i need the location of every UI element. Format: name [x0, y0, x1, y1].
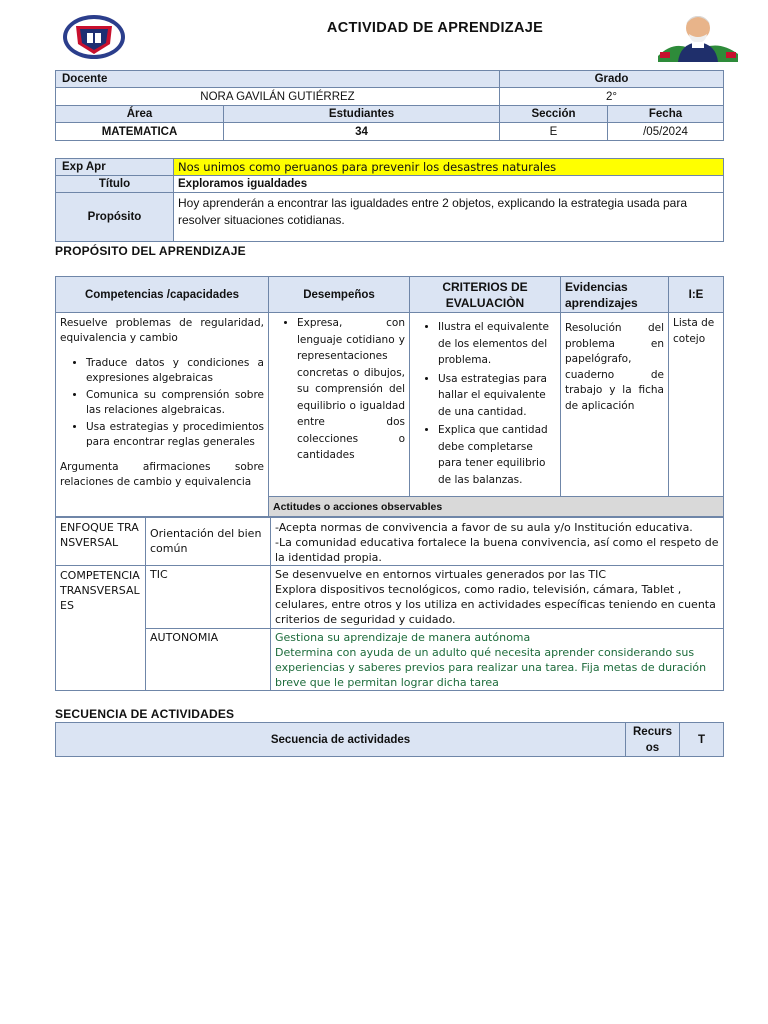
fecha-value: /05/2024	[608, 123, 724, 141]
header-criterios: CRITERIOS DE EVALUACIÒN	[410, 277, 561, 313]
estudiantes-value: 34	[224, 123, 500, 141]
autonomia-label: AUTONOMIA	[146, 629, 271, 691]
enfoque-name: Orientación del bien común	[146, 518, 271, 566]
header-competencias: Competencias /capacidades	[56, 277, 269, 313]
capacidad-extra: Argumenta afirmaciones sobre relaciones de cambio y equivalencia	[60, 461, 264, 488]
area-label: Área	[56, 106, 224, 123]
capacidad-item: • Comunica su comprensión sobre las relaciones algebraicas.	[86, 388, 264, 418]
tic-label: TIC	[146, 566, 271, 629]
estudiantes-label: Estudiantes	[224, 106, 500, 123]
capacidad-item: • Usa estrategias y procedimientos para encontrar reglas generales	[86, 420, 264, 450]
capacidad-item: • Traduce datos y condiciones a expresiones algebraicas	[86, 356, 264, 386]
enfoque-text: -Acepta normas de convivencia a favor de su aula y/o Institución educativa. -La comunidad educativa fortalece la buena convivencia, así como el respeto de la identidad propia.	[271, 518, 724, 566]
autonomia-text: Gestiona su aprendizaje de manera autónoma Determina con ayuda de un adulto qué necesita aprender considerando sus experiencias y saberes previos para realizar una tarea. Fija metas de duración breve que le permitan lograr dicha tarea	[271, 629, 724, 691]
header-recursos: Recursos	[626, 723, 680, 757]
fecha-label: Fecha	[608, 106, 724, 123]
competencia-intro: Resuelve problemas de regularidad, equivalencia y cambio	[60, 317, 264, 344]
hero-portrait	[656, 8, 740, 62]
ie-cell: Lista de cotejo	[669, 313, 724, 497]
enfoque-label: ENFOQUE TRANSVERSAL	[56, 518, 146, 566]
docente-value: NORA GAVILÁN GUTIÉRREZ	[56, 88, 500, 106]
actitudes-label: Actitudes o acciones observables	[269, 497, 724, 517]
secuencia-section-title: SECUENCIA DE ACTIVIDADES	[55, 707, 235, 721]
evidencias-cell: Resolución del problema en papelógrafo, cuaderno de trabajo y la ficha de aplicación	[561, 313, 669, 497]
enfoques-table	[55, 517, 724, 691]
info-table	[55, 70, 724, 141]
desempeno-item: • Expresa, con lenguaje cotidiano y representaciones concretas o dibujos, su comprensión del equilibrio o igualdad entre dos colecciones o cantidades	[297, 315, 405, 464]
header-ie: I:E	[669, 277, 724, 313]
capacidades-list	[60, 356, 264, 450]
desempenos-cell	[269, 313, 410, 497]
page-title: ACTIVIDAD DE APRENDIZAJE	[326, 20, 544, 36]
header-t: T	[680, 723, 724, 757]
competencias-cell	[56, 313, 269, 517]
criterio-item: • Usa estrategias para hallar el equivalente de una cantidad.	[438, 371, 556, 421]
proposito-label: Propósito	[56, 193, 174, 242]
seccion-value: E	[500, 123, 608, 141]
exp-label: Exp Apr	[56, 159, 174, 176]
tic-text: Se desenvuelve en entornos virtuales generados por las TIC Explora dispositivos tecnológicos, como radio, televisión, cámara, Tablet , celulares, entre otros y los utiliza en actividades específicas teniendo en cuenta criterios de seguridad y cuidado.	[271, 566, 724, 629]
criterio-item: • Explica que cantidad debe completarse para tener equilibrio de las balanzas.	[438, 422, 556, 488]
experience-table	[55, 158, 724, 242]
criterio-item: • Ilustra el equivalente de los elementos del problema.	[438, 319, 556, 369]
proposito-value: Hoy aprenderán a encontrar las igualdades entre 2 objetos, explicando la estrategia usada para resolver situaciones cotidianas.	[174, 193, 724, 242]
titulo-value: Exploramos igualdades	[174, 176, 724, 193]
competencias-transversales-label: COMPETENCIA TRANSVERSALES	[56, 566, 146, 691]
docente-label: Docente	[56, 71, 500, 88]
proposito-table	[55, 276, 724, 517]
header-desempenos: Desempeños	[269, 277, 410, 313]
secuencia-table	[55, 722, 724, 757]
grado-value: 2°	[500, 88, 724, 106]
seccion-label: Sección	[500, 106, 608, 123]
header-evidencias: Evidencias aprendizajes	[561, 277, 669, 313]
criterios-cell	[410, 313, 561, 497]
exp-value: Nos unimos como peruanos para prevenir los desastres naturales	[174, 159, 724, 176]
titulo-label: Título	[56, 176, 174, 193]
proposito-section-title: PROPÓSITO DEL APRENDIZAJE	[55, 244, 246, 258]
area-value: MATEMATICA	[56, 123, 224, 141]
grado-label: Grado	[500, 71, 724, 88]
header-secuencia: Secuencia de actividades	[56, 723, 626, 757]
